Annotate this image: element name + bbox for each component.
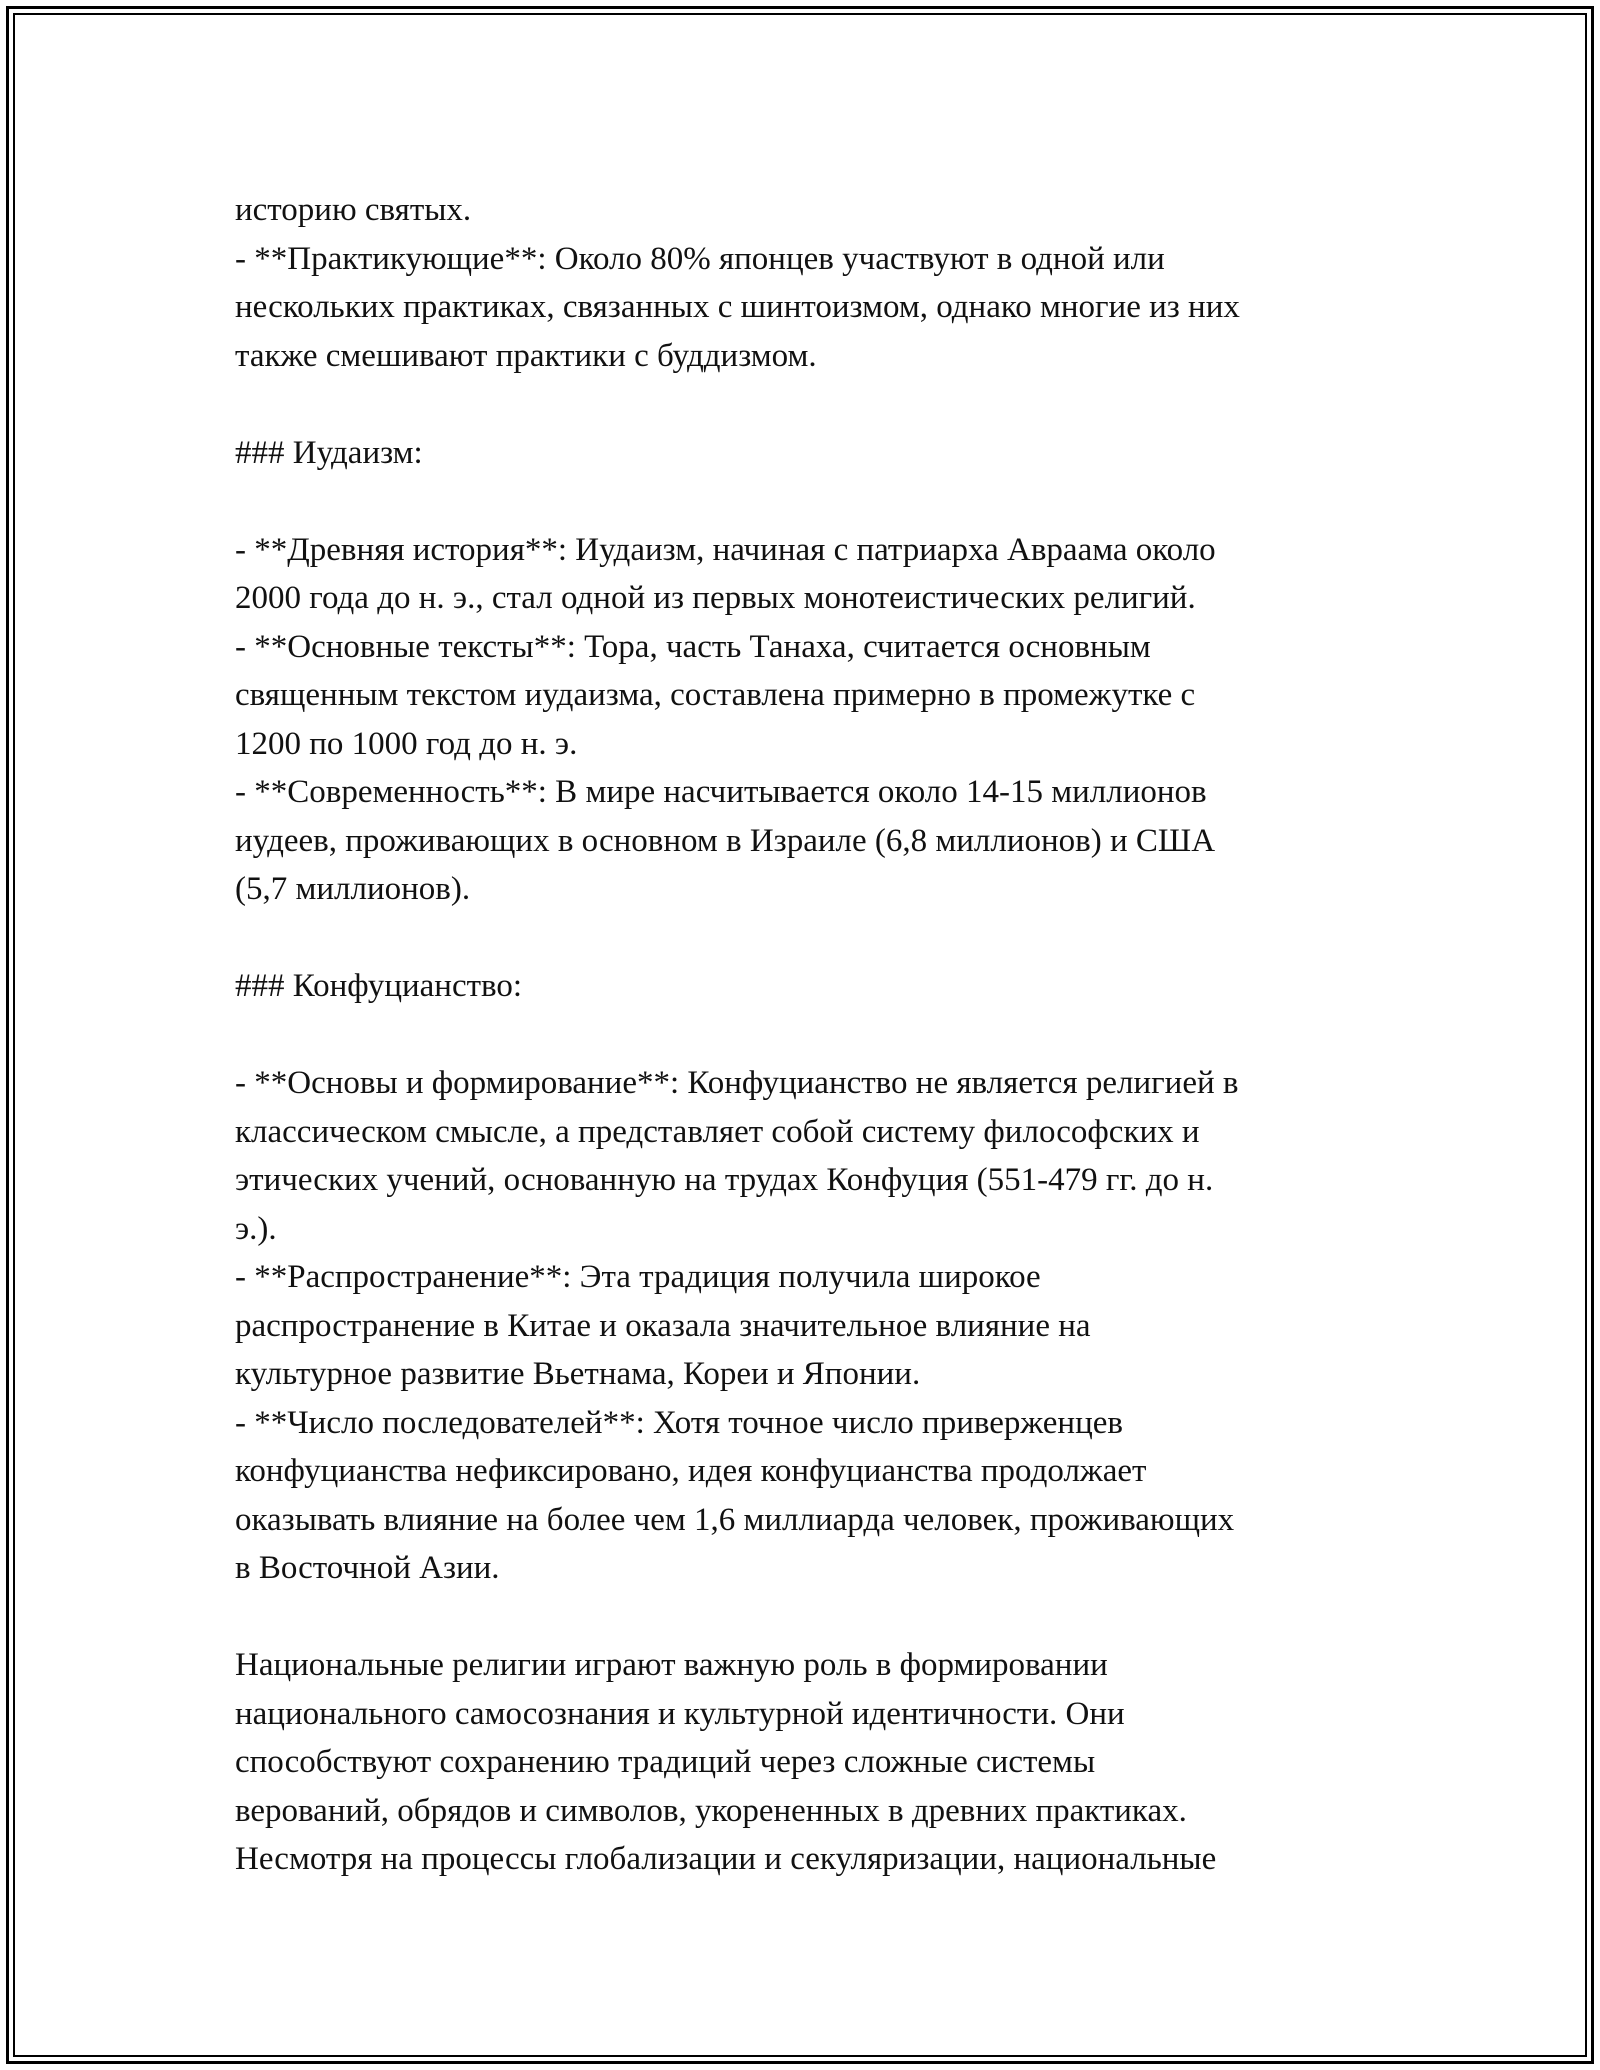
text-line: оказывать влияние на более чем 1,6 миллиарда человек, проживающих [235,1501,1235,1538]
text-line: культурное развитие Вьетнама, Кореи и Японии. [235,1356,921,1392]
text-line: этических учений, основанную на трудах Конфуция (551-479 гг. до н. [235,1162,1214,1198]
text-line: верований, обрядов и символов, укорененных в древних практиках. [235,1792,1187,1829]
document-body [235,186,1365,1884]
text-line: э.). [235,1210,277,1247]
section-heading-confucianism: ### Конфуцианство: [235,968,523,1004]
text-line: священным текстом иудаизма, составлена примерно в промежутке с [235,677,1196,713]
text-line: 2000 года до н. э., стал одной из первых монотеистических религий. [235,580,1196,616]
blank-line [235,914,1365,963]
text-line: 1200 по 1000 год до н. э. [235,725,578,762]
blank-line [235,477,1365,526]
text-line: Несмотря на процессы глобализации и секуляризации, национальные [235,1841,1217,1877]
blank-line [235,1593,1365,1642]
text-line: - **Распространение**: Эта традиция получила широкое [235,1259,1041,1295]
text-line: в Восточной Азии. [235,1550,500,1586]
text-line: также смешивают практики с буддизмом. [235,337,817,374]
text-line: классическом смысле, а представляет собой систему философских и [235,1113,1200,1150]
text-line: - **Основные тексты**: Тора, часть Танаха, считается основным [235,628,1151,665]
text-line: - **Число последователей**: Хотя точное число приверженцев [235,1404,1123,1441]
text-line: нескольких практиках, связанных с шинтоизмом, однако многие из них [235,289,1240,325]
text-line: - **Основы и формирование**: Конфуцианство не является религией в [235,1065,1239,1101]
text-line: конфуцианства нефиксировано, идея конфуцианства продолжает [235,1453,1147,1489]
text-line: - **Древняя история**: Иудаизм, начиная с патриарха Авраама около [235,531,1216,568]
blank-line [235,380,1365,429]
text-line: национального самосознания и культурной идентичности. Они [235,1695,1125,1732]
text-line: распространение в Китае и оказала значительное влияние на [235,1307,1091,1344]
text-line: Национальные религии играют важную роль в формировании [235,1647,1108,1683]
text-line: иудеев, проживающих в основном в Израиле (6,8 миллионов) и США [235,822,1216,859]
blank-line [235,1011,1365,1060]
section-heading-judaism: ### Иудаизм: [235,434,423,471]
text-line: - **Практикующие**: Около 80% японцев участвуют в одной или [235,240,1165,277]
text-line: способствуют сохранению традиций через сложные системы [235,1744,1096,1780]
text-line: (5,7 миллионов). [235,871,471,907]
text-line: - **Современность**: В мире насчитывается около 14-15 миллионов [235,774,1207,810]
text-line: историю святых. [235,192,472,228]
